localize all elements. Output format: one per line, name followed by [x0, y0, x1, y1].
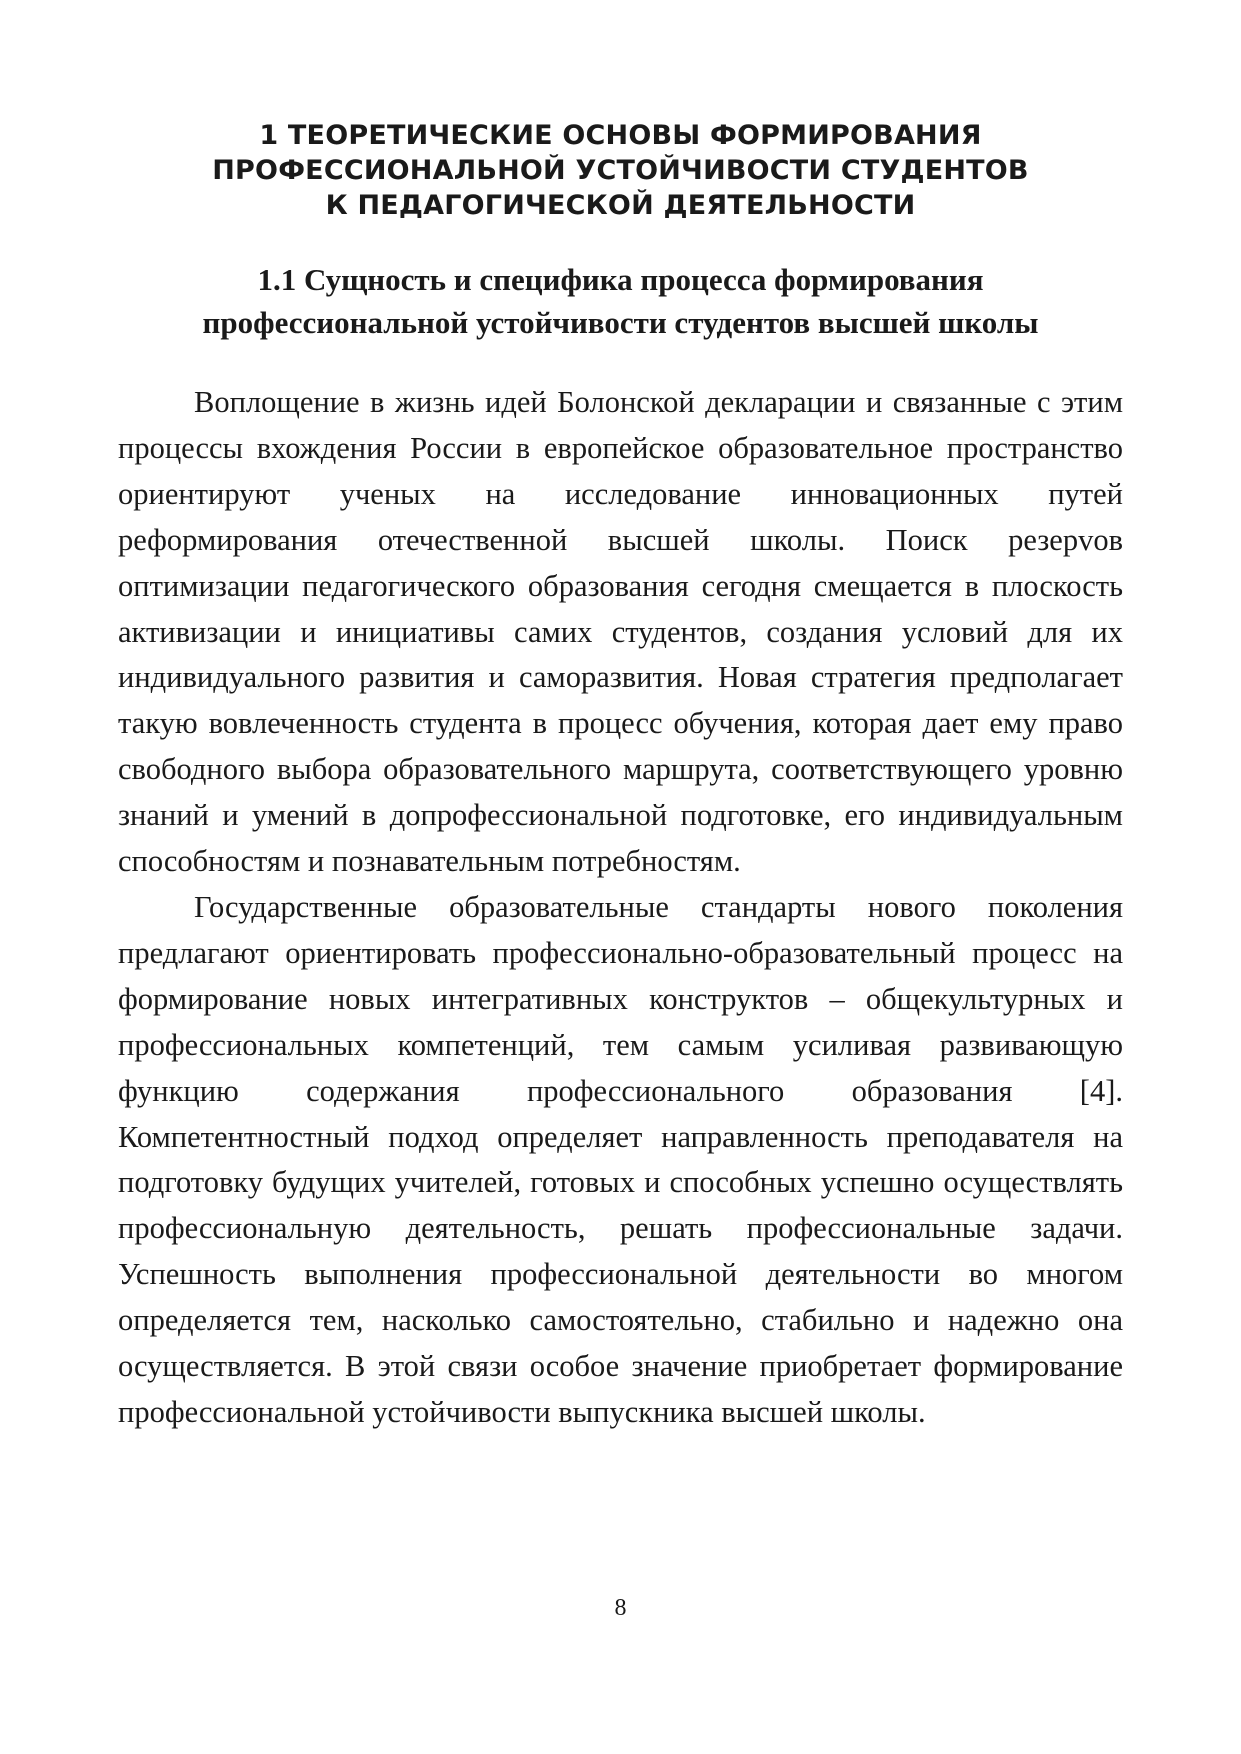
chapter-title-line: К ПЕДАГОГИЧЕСКОЙ ДЕЯТЕЛЬНОСТИ [325, 190, 916, 221]
chapter-title-line: 1 ТЕОРЕТИЧЕСКИЕ ОСНОВЫ ФОРМИРОВАНИЯ [259, 120, 982, 151]
chapter-title [118, 118, 1123, 223]
paragraph: Воплощение в жизнь идей Болонской декларации и связанные с этим процессы вхождения России в европейское образовательное пространство ориентируют ученых на исследование инновационных путей реформирования отечественной высшей школы. Поиск резерvов оптимизации педагогического образования сегодня смещается в плоскость активизации и инициативы самих студентов, создания условий для их индивидуального развития и саморазвития. Новая стратегия предполагает такую вовлеченность студента в процесс обучения, которая дает ему право свободного выбора образовательного маршрута, соответствующего уровню знаний и умений в допрофессиональной подготовке, его индивидуальным способностям и познавательным потребностям. [118, 385, 1123, 879]
section-title-line: профессиональной устойчивости студентов высшей школы [202, 305, 1039, 340]
paragraph: Государственные образовательные стандарты нового поколения предлагают ориентировать профессионально-образовательный процесс на формирование новых интегративных конструктов – общекультурных и профессиональных компетенций, тем самым усиливая развивающую функцию содержания профессионального образования [4]. Компетентностный подход определяет направленность преподавателя на подготовку будущих учителей, готовых и способных успешно осуществлять профессиональную деятельность, решать профессиональные задачи. Успешность выполнения профессиональной деятельности во многом определяется тем, насколько самостоятельно, стабильно и надежно она осуществляется. В этой связи особое значение приобретает формирование профессиональной устойчивости выпускника высшей школы. [118, 889, 1123, 1429]
body-text [118, 380, 1123, 1436]
page-number: 8 [614, 1595, 627, 1621]
chapter-title-line: ПРОФЕССИОНАЛЬНОЙ УСТОЙЧИВОСТИ СТУДЕНТОВ [212, 155, 1029, 186]
section-title-line: 1.1 Сущность и специфика процесса формирования [257, 262, 984, 297]
section-title [118, 258, 1123, 344]
